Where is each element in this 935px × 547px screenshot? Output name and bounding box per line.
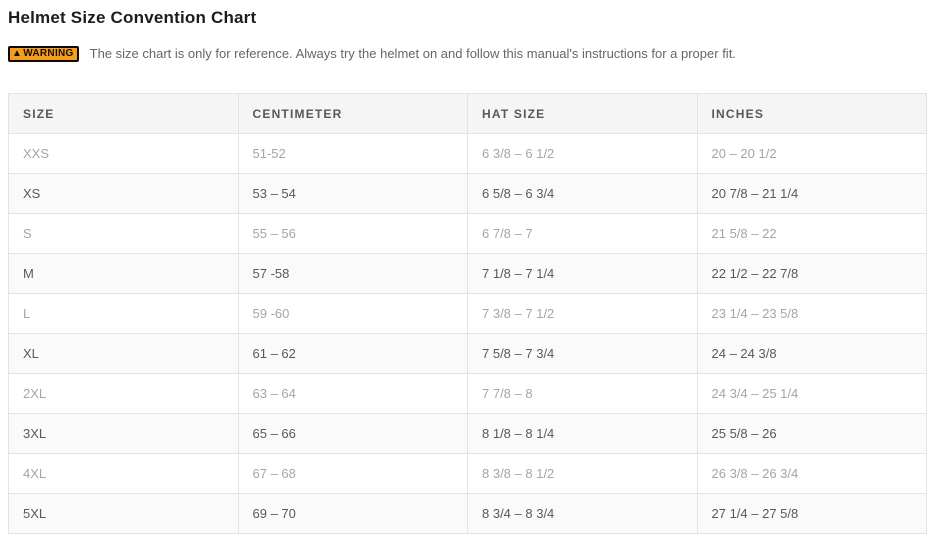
table-cell: 51-52 [238,134,468,174]
header-row [9,94,927,134]
table-cell: 25 5/8 – 26 [697,414,927,454]
table-row [9,454,927,494]
table-cell: 61 – 62 [238,334,468,374]
table-row [9,174,927,214]
table-row [9,134,927,174]
table-cell: 6 5/8 – 6 3/4 [468,174,698,214]
table-cell: 6 7/8 – 7 [468,214,698,254]
table-cell: 6 3/8 – 6 1/2 [468,134,698,174]
table-row [9,414,927,454]
table-cell: 67 – 68 [238,454,468,494]
table-cell: 20 – 20 1/2 [697,134,927,174]
table-cell: 8 3/4 – 8 3/4 [468,494,698,534]
table-cell: 53 – 54 [238,174,468,214]
table-cell: 5XL [9,494,239,534]
column-header-hat-size: HAT SIZE [468,94,698,134]
page-title: Helmet Size Convention Chart [8,8,257,27]
warning-triangle-icon: ▲ [12,48,23,59]
table-cell: 7 1/8 – 7 1/4 [468,254,698,294]
table-row [9,254,927,294]
table-cell: 23 1/4 – 23 5/8 [697,294,927,334]
table-cell: 24 3/4 – 25 1/4 [697,374,927,414]
table-cell: 22 1/2 – 22 7/8 [697,254,927,294]
table-row [9,294,927,334]
table-cell: XL [9,334,239,374]
table-cell: S [9,214,239,254]
table-row [9,334,927,374]
table-cell: 3XL [9,414,239,454]
table-cell: 57 -58 [238,254,468,294]
table-cell: 26 3/8 – 26 3/4 [697,454,927,494]
helmet-size-table [8,93,927,534]
table-row [9,494,927,534]
size-table-body [9,134,927,534]
table-cell: 8 3/8 – 8 1/2 [468,454,698,494]
table-cell: 59 -60 [238,294,468,334]
warning-banner [8,45,927,62]
table-cell: 7 5/8 – 7 3/4 [468,334,698,374]
table-cell: 65 – 66 [238,414,468,454]
warning-text: The size chart is only for reference. Always try the helmet on and follow this manual's instructions for a proper fit. [89,46,736,61]
table-cell: 24 – 24 3/8 [697,334,927,374]
warning-badge-label: WARNING [23,48,74,59]
table-cell: XXS [9,134,239,174]
size-table-header [9,94,927,134]
table-cell: M [9,254,239,294]
column-header-size: SIZE [9,94,239,134]
column-header-inches: INCHES [697,94,927,134]
table-cell: 69 – 70 [238,494,468,534]
table-cell: 21 5/8 – 22 [697,214,927,254]
table-cell: 2XL [9,374,239,414]
table-cell: XS [9,174,239,214]
column-header-centimeter: CENTIMETER [238,94,468,134]
table-cell: 20 7/8 – 21 1/4 [697,174,927,214]
table-cell: 55 – 56 [238,214,468,254]
table-cell: 63 – 64 [238,374,468,414]
table-cell: 8 1/8 – 8 1/4 [468,414,698,454]
table-cell: 4XL [9,454,239,494]
table-cell: L [9,294,239,334]
table-cell: 27 1/4 – 27 5/8 [697,494,927,534]
table-row [9,374,927,414]
warning-badge [8,46,79,62]
table-cell: 7 7/8 – 8 [468,374,698,414]
table-cell: 7 3/8 – 7 1/2 [468,294,698,334]
table-row [9,214,927,254]
